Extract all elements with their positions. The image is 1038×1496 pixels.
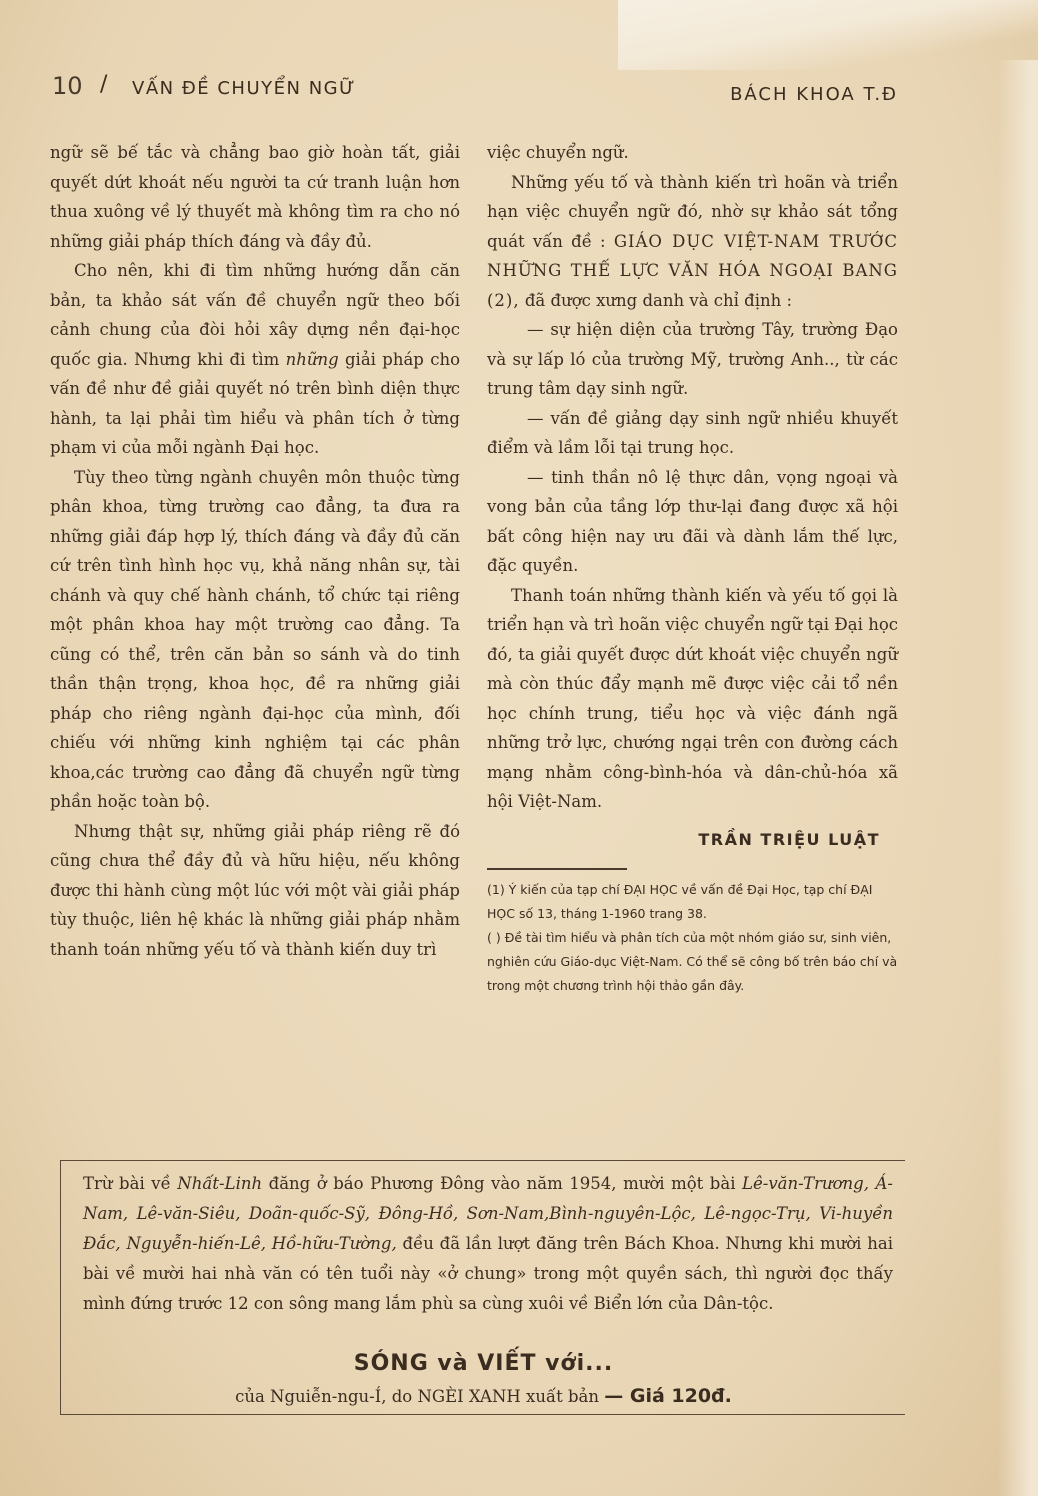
magazine-title: BÁCH KHOA T.Đ [730, 84, 898, 105]
right-column [487, 138, 898, 998]
referenced-title: GIÁO DỤC VIỆT-NAM TRƯỚC NHỮNG THẾ LỰC VĂN HÓA NGOẠI BANG (2), [487, 231, 898, 310]
paragraph: Nhưng thật sự, những giải pháp riêng rẽ đó cũng chưa thể đầy đủ và hữu hiệu, nếu không được thi hành cùng một lúc với một vài giải pháp tùy thuộc, liên hệ khác là những giải pháp nhằm thanh toán những yếu tố và thành kiến duy trì [50, 821, 460, 959]
running-header [52, 72, 898, 106]
torn-corner [618, 0, 1038, 70]
list-item: — sự hiện diện của trường Tây, trường Đạo và sự lấp ló của trường Mỹ, trường Anh.., từ các trung tâm dạy sinh ngữ. [487, 320, 898, 398]
advertisement-body [83, 1169, 893, 1319]
footnote: (1) Ý kiến của tạp chí ĐẠI HỌC về vấn đề Đại Học, tạp chí ĐẠI HỌC số 13, tháng 1-1960 trang 38. [487, 882, 873, 921]
footnote-rule [487, 868, 627, 870]
footnote: ( ) Đề tài tìm hiểu và phân tích của một nhóm giáo sư, sinh viên, nghiên cứu Giáo-dục Việt-Nam. Có thể sẽ công bố trên báo chí và trong một chương trình hội thảo gần đây. [487, 930, 898, 993]
ad-emphasis: Nhất-Linh [177, 1174, 263, 1193]
ad-author-list: Lê-văn-Trương, Á-Nam, Lê-văn-Siêu, Doãn-quốc-Sỹ, Đông-Hồ, Sơn-Nam,Bình-nguyên-Lộc, Lê-ngọc-Trụ, Vi-huyền Đắc, Nguyễn-hiến-Lê, Hồ-hữu-Tường, [83, 1174, 893, 1253]
book-credit [61, 1385, 906, 1407]
paragraph: việc chuyển ngữ. [487, 143, 629, 162]
ad-text: Trừ bài về [83, 1174, 178, 1193]
paragraph: Thanh toán những thành kiến và yếu tố gọi là triển hạn và trì hoãn việc chuyển ngữ tại Đại học đó, ta giải quyết được dứt khoát việc chuyển ngữ mà còn thúc đẩy mạnh mẽ được việc cải tổ nền học chính trung, tiểu học và việc đánh ngã những trở lực, chướng ngại trên con đường cách mạng nhằm công-bình-hóa và dân-chủ-hóa xã hội Việt-Nam. [487, 585, 898, 811]
book-advertisement [60, 1160, 905, 1415]
paragraph-text: đã được xưng danh và chỉ định : [519, 290, 793, 310]
paragraph-text: Những yếu tố và thành kiến trì hoãn và triển hạn việc chuyển ngữ đó, nhờ sự khảo sát tổng quát vấn đề : [487, 172, 898, 251]
publisher-text: của Nguiễn-ngu-Í, do NGÈI XANH xuất bản [235, 1387, 599, 1406]
paragraph-text: Cho nên, khi đi tìm những hướng dẫn căn bản, ta khảo sát vấn đề chuyển ngữ theo bối cảnh chung của đòi hỏi xây dựng nền đại-học quốc gia. Nhưng khi đi tìm [50, 261, 460, 369]
paragraph: ngữ sẽ bế tắc và chẳng bao giờ hoàn tất, giải quyết dứt khoát nếu người ta cứ tranh luận hơn thua xuông về lý thuyết mà không tìm ra cho nó những giải pháp thích đáng và đầy đủ. [50, 143, 460, 251]
header-separator: / [100, 72, 108, 97]
emphasis-text: những [285, 349, 339, 369]
book-price: — Giá 120đ. [604, 1385, 732, 1407]
left-column [50, 138, 460, 964]
page-number: 10 [52, 72, 83, 100]
ad-text: đều đã lần lượt đăng trên Bách Khoa. Nhưng khi mười hai bài về mười hai nhà văn có tên tuổi này «ở chung» trong một quyền sách, thì người đọc thấy mình đứng trước 12 con sông mang lắm phù sa cùng xuôi về Biển lớn của Dân-tộc. [83, 1234, 893, 1313]
list-item: — tinh thần nô lệ thực dân, vọng ngoại và vong bản của tầng lớp thư-lại đang được xã hội bất công hiện nay ưu đãi và dành lắm thế lực, đặc quyền. [487, 467, 898, 575]
author-byline: TRẦN TRIỆU LUẬT [698, 829, 880, 849]
paragraph [487, 168, 898, 316]
paragraph-text: giải pháp cho vấn đề như đề giải quyết nó trên bình diện thực hành, ta lại phải tìm hiểu và phân tích ở từng phạm vi của mỗi ngành Đại học. [50, 349, 461, 457]
footnotes [487, 878, 898, 998]
ad-bottom-rule [60, 1414, 905, 1415]
paragraph [50, 256, 460, 463]
section-title: VẤN ĐỀ CHUYỂN NGỮ [132, 78, 357, 99]
book-title: SÓNG và VIẾT với... [353, 1351, 614, 1376]
list-item: — vấn đề giảng dạy sinh ngữ nhiều khuyết điểm và lầm lỗi tại trung học. [487, 408, 898, 457]
ad-text: đăng ở báo Phương Đông vào năm 1954, mười một bài [262, 1174, 743, 1193]
paragraph: Tùy theo từng ngành chuyên môn thuộc từng phân khoa, từng trường cao đẳng, ta đưa ra những giải đáp hợp lý, thích đáng và đầy đủ căn cứ trên tình hình học vụ, khả năng nhân sự, tài chánh và quy chế hành chánh, tổ chức tại riêng một phân khoa hay một trường cao đẳng. Ta cũng có thể, trên căn bản so sánh và do tinh thần thận trọng, khoa học, đề ra những giải pháp cho riêng ngành đại-học của mình, đối chiếu với những kinh nghiệm tại các phân khoa,các trường cao đẳng đã chuyển ngữ từng phần hoặc toàn bộ. [50, 467, 460, 811]
worn-edge [998, 60, 1038, 1496]
